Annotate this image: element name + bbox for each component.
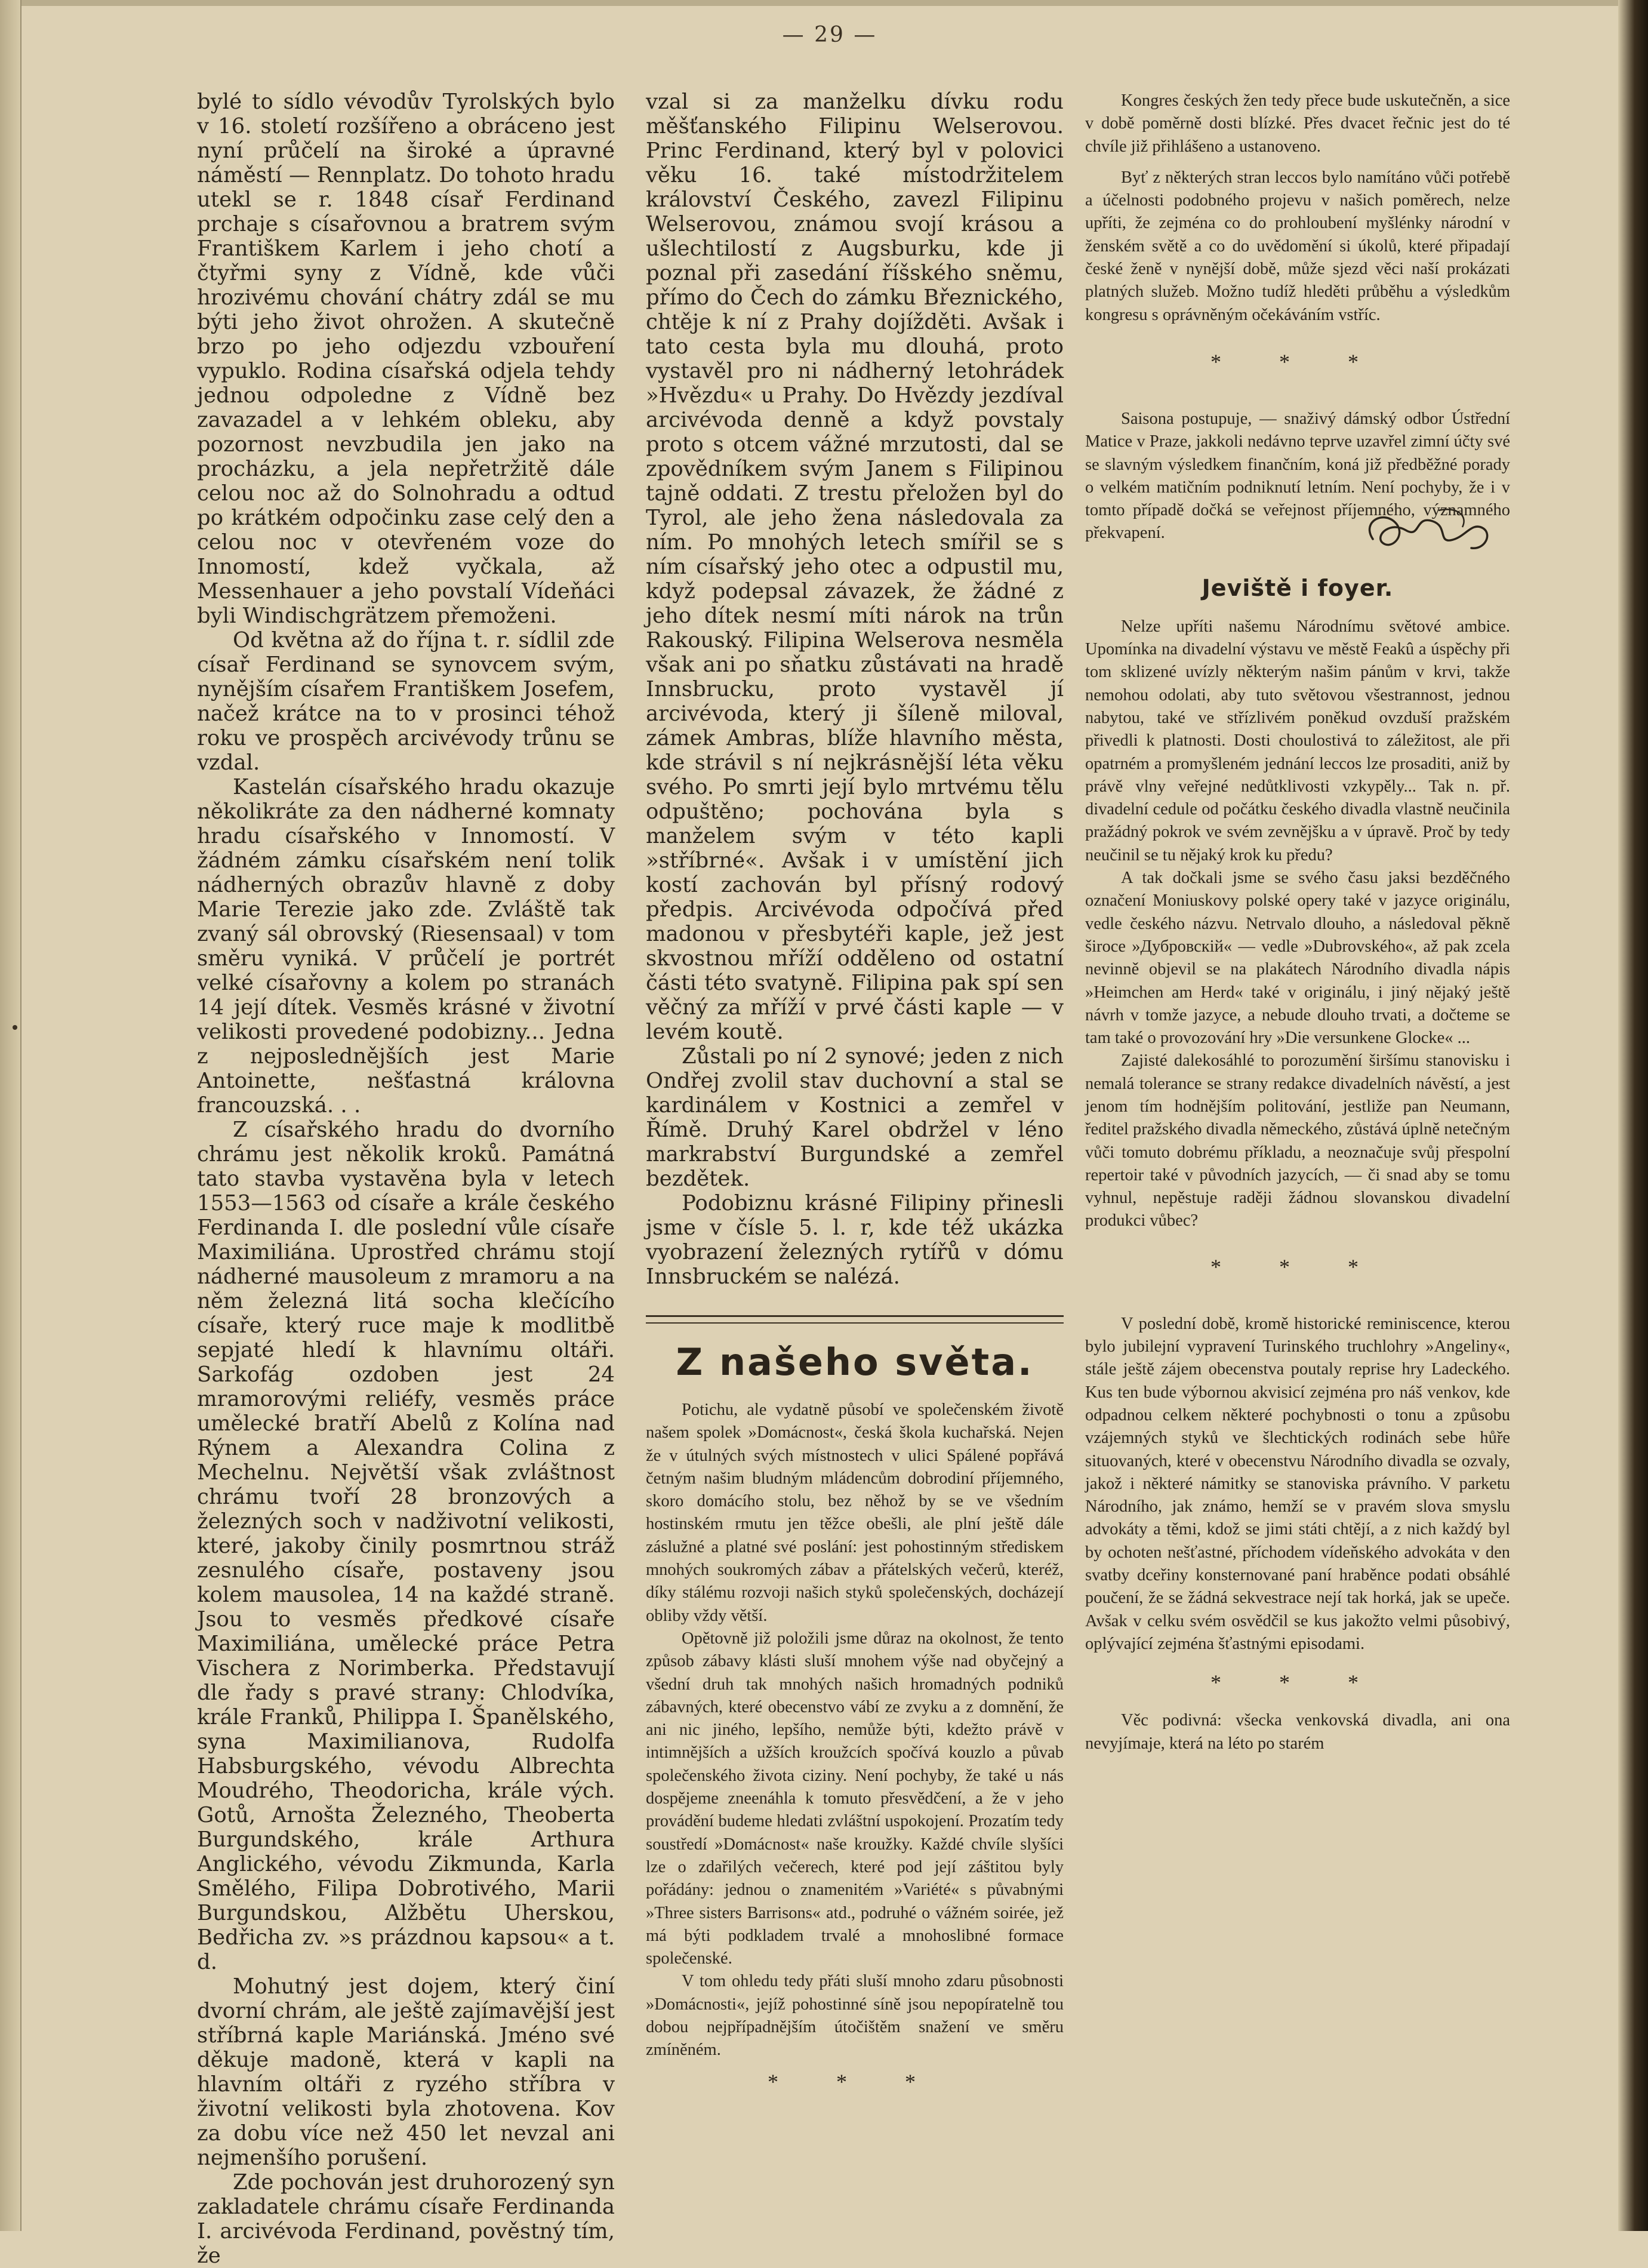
column-3	[1085, 90, 1510, 1755]
column-2	[646, 90, 1064, 2092]
subsection-title: Jeviště i foyer.	[1202, 574, 1394, 601]
col3-paragraph: Nelze upříti našemu Národnímu světové ambice. Upomínka na divadelní výstavu ve městě Feakû a úspěchy při tom sklizené uvízly některým našim pánům v krvi, takže nemohou odolati, aby tuto světovou všestrannost, jednou nabytou, také ve střízlivém poněkud ovzduší pražském přivedli k platnosti. Dosti choulostivá to záležitost, ale při opatrném a promyšleném jednání leccos lze prosaditi, aniž by právě vlny veřejné nedůtklivosti vzkypěly... Tak n. př. divadelní cedule od počátku českého divadla vlastně neučinila pražádný pokrok ve svém zevnějšku a v úpravě. Proč by tedy neučinil se tu nějaký krok ku předu?	[1085, 617, 1510, 864]
col3-paragraph: Saisona postupuje, — snaživý dámský odbor Ústřední Matice v Praze, jakkoli nedávno teprve uzavřel zimní účty své se slavným výsledkem finančním, koná již předběžné porady o velkém matičním podniknutí letním. Není pochyby, že i v tomto případě dočká se veřejnost příjemného, významného překvapení.	[1085, 409, 1510, 543]
col3-paragraph: Zajisté dalekosáhlé to porozumění širšímu stanovisku i nemalá tolerance se strany redakce divadelních návěstí, a jest jenom tím hodnějším politování, jestliže pan Neumann, ředitel pražského divadla německého, zůstává úplně netečným vůči tomuto dobrému příkladu, a neoznačuje svůj přespolní repertoir také v původních jazycích, — či snad aby se tomu vyhnul, nepěstuje raději žádnou slovanskou divadelní produkci vůbec?	[1085, 1051, 1510, 1230]
col3-paragraph: A tak dočkali jsme se svého času jaksi bezděčného označení Moniuskovy polské opery také v jazyce originálu, vedle českého názvu. Netrvalo dlouho, a následoval pěkně široce »Дубровскій« — vedle »Dubrovského«, až pak zcela nevinně objevil se na plakátech Národního divadla nápis »Heimchen am Herd« také v originálu, i jiný nějaký ještě návrh v tomže jazyce, a nebude dlouho trvati, a dočteme se tam také o provozování hry »Die versunkene Glocke« ...	[1085, 869, 1510, 1048]
col3-paragraph: V poslední době, kromě historické reminiscence, kterou bylo jubilejní vypravení Turinského truchlohry »Angeliny«, stále ještě zájem obecenstva poutaly reprise hry Ladeckého. Kus ten bude výbornou akvisicí zejména pro náš venkov, kde odpadnou celkem některé pochybnosti o tonu a způsobu vzájemných styků ve šlechtických rodinách sebe hůře situovaných, které v obecenstvu Národního divadla se ozvaly, jakož i některé námitky se stanoviska právního. V parketu Národního, jak známo, hemží se v pravém slova smyslu advokáty a těmi, kdož se jimi státi chtějí, a z nich každý byl by ochoten nešťastné, příchodem vídeňského advokáta v den svatby dceřiny konsternované paní hraběnce podati obsáhlé poučení, že se žádná sekvestrace nejí tak horká, jak se upeče. Avšak v celku svém osvědčil se kus jakožto velmi působivý, oplývající zejména šťastnými episodami.	[1085, 1314, 1510, 1653]
separator-stars: * * *	[768, 2069, 942, 2094]
col1-paragraph: bylé to sídlo vévodův Tyrolských bylo v 16. století rozšířeno a obráceno jest nyní průčelí na široké a úpravné náměstí — Rennplatz. Do tohoto hradu utekl se r. 1848 císař Ferdinand prchaje s císařovnou a bratrem svým Františkem Karlem i jeho chotí a čtyřmi syny z Vídně, kde vůči hrozivému chování chátry zdál se mu býti jeho život ohrožen. A skutečně brzo po jeho odjezdu vzbouření vypuklo. Rodina císařská odjela tehdy jednou odpoledne z Vídně bez zavazadel a v lehkém obleku, aby pozornost nevzbudila jen jako na procházku, a jela nepřetržitě dále celou noc až do Solnohradu a odtud po krátkém odpočinku zase celý den a celou noc v otevřeném voze do Innomostí, kdež vyčkala, až Messenhauer a jeho povstalí Vídeňáci byli Windischgrätzem přemoženi.	[197, 90, 615, 628]
scan-edge-right	[1618, 0, 1648, 2231]
col1-paragraph: Mohutný jest dojem, který činí dvorní chrám, ale ještě zajímavější jest stříbrná kaple Mariánská. Jméno své děkuje madoně, která v kapli na hlavním oltáři z ryzého stříbra v životní velikosti byla zhotovena. Kov za dobu více než 450 let nevzal ani nejmenšího porušení.	[197, 1974, 615, 2170]
col2-paragraph: Zůstali po ní 2 synové; jeden z nich Ondřej zvolil stav duchovní a stal se kardinálem v Kostnici a zemřel v Římě. Druhý Karel obdržel v léno markrabství Burgundské a zemřel bezdětek.	[646, 1044, 1064, 1191]
col2-paragraph: Podobiznu krásné Filipiny přinesli jsme v čísle 5. l. r, kde též ukázka vyobrazení železných rytířů v dómu Innsbruckém se nalézá.	[646, 1191, 1064, 1289]
signature-flourish-icon	[1349, 497, 1504, 563]
col1-paragraph: Od května až do října t. r. sídlil zde císař Ferdinand se synovcem svým, nynějším císařem Františkem Josefem, načež krátce na to v prosinci téhož roku ve prospěch arcivévody trůnu se vzdal.	[197, 628, 615, 775]
signature-block	[1085, 408, 1510, 545]
col2-paragraph: vzal si za manželku dívku rodu měšťanského Filipinu Welserovou. Princ Ferdinand, který byl v polovici věku 16. také místodržitelem království Českého, zavezl Filipinu Welserovou, známou svojí krásou a ušlechtilostí z Augsburku, kde ji poznal při zasedání říšského sněmu, přímo do Čech do zámku Březnického, chtěje k ní z Prahy dojížděti. Avšak i tato cesta byla mu dlouhá, proto vystavěl pro ni nádherný letohrádek »Hvězdu« u Prahy. Do Hvězdy jezdíval arcivévoda denně a když povstaly proto s otcem vážné mrzutosti, dal se zpovědníkem svým Janem s Filipinou tajně oddati. Z trestu přeložen byl do Tyrol, ale jeho žena následovala za ním. Po mnohých letech smířil se s ním císařský jeho otec a odpustil mu, když podepsal závazek, že žádné z jeho dítek nesmí míti nárok na trůn Rakouský. Filipina Welserova nesměla však ani po sňatku zůstávati na hradě Innsbrucku, proto vystavěl jí arcivévoda, který ji šíleně miloval, zámek Ambras, blíže hlavního města, kde strávil s ní nejkrásnější léta věku svého. Po smrti její bylo mrtvému tělu odpuštěno; pochována byla s manželem svým v této kapli »stříbrné«. Avšak i v umístění jich kostí zachován byl přísný rodový předpis. Arcivévoda odpočívá před madonou v přesbytéři kaple, jež jest skvostnou mříží odděleno od ostatní části této svatyně. Filipina pak spí sen věčný za mříží v prvé části kaple — v levém koutě.	[646, 90, 1064, 1044]
col3-paragraph: Kongres českých žen tedy přece bude uskutečněn, a sice v době poměrně dosti blízké. Přes dvacet řečnic jest do té chvíle již přihlášeno a ustanoveno.	[1085, 91, 1510, 156]
column-1	[197, 90, 615, 2268]
col1-paragraph: Kastelán císařského hradu okazuje několikráte za den nádherné komnaty hradu císařského v Innomostí. V žádném zámku císařském není tolik nádherných obrazův hlavně z doby Marie Terezie jako zde. Zvláště tak zvaný sál obrovský (Riesensaal) v tom směru vyniká. V průčelí je portrét velké císařovny a kolem po stranách 14 její dítek. Vesměs krásné v životní velikosti provedené podobizny... Jedna z nejposlednějších jest Marie Antoinette, nešťastná královna francouzská. . .	[197, 775, 615, 1118]
col3-paragraph: Věc podivná: všecka venkovská divadla, ani ona nevyjímaje, která na léto po starém	[1085, 1711, 1510, 1753]
col1-paragraph: Z císařského hradu do dvorního chrámu jest několik kroků. Památná tato stavba vystavěna byla v letech 1553—1563 od císaře a krále českého Ferdinanda I. dle poslední vůle císaře Maximiliána. Uprostřed chrámu stojí nádherné mausoleum z mramoru a na něm železná litá socha klečícího císaře, který ruce maje k modlitbě sepjaté hledí k hlavnímu oltáři. Sarkofág ozdoben jest 24 mramorovými reliéfy, vesměs práce umělecké bratří Abelů z Kolína nad Rýnem a Alexandra Colina z Mechelnu. Největší však zvláštnost chrámu tvoří 28 bronzových a železných soch v nadživotní velikosti, které, jakoby činily posmrtnou stráž zesnulého císaře, postaveny jsou kolem mausolea, 14 na každé straně. Jsou to vesměs předkové císaře Maximiliána, umělecké práce Petra Vischera z Norimberka. Představují dle řady s pravé strany: Chlodvíka, krále Franků, Philippa I. Španělského, syna Maximilianova, Rudolfa Habsburgského, vévodu Albrechta Moudrého, Theodoricha, krále vých. Gotů, Arnošta Železného, Theoberta Burgundského, krále Arthura Anglického, vévodu Zikmunda, Karla Smělého, Filipa Dobrotivého, Marii Burgundskou, Alžbětu Uherskou, Bedřicha zv. »s prázdnou kapsou« a t. d.	[197, 1118, 615, 1974]
section-paragraph: Potichu, ale vydatně působí ve společenském životě našem spolek »Domácnost«, česká škola kuchařská. Nejen že v útulných svých místnostech v ulici Spálené popřává četným našim bludným mládencům dobrodiní příjemného, skoro domácího stolu, bez něhož by se ve všedním hostinském rmutu jen těžce obešli, ale plní ještě dále záslužné a platné své poslání: jest pohostinným střediskem mnohých soukromých zábav a přátelských večerů, kteréž, díky stálému rozvoji našich styků společenských, docházejí obliby vždy větší.	[646, 1401, 1064, 1625]
page-number: — 29 —	[782, 23, 877, 47]
scan-edge-top	[0, 0, 1648, 6]
section-paragraph: Opětovně již položili jsme důraz na okolnost, že tento způsob zábavy klásti sluší mnohem výše nad obyčejný a všední druh tak mnohých našich hromadných podniků zábavných, které obecenstvo vábí ze zvyku a z domnění, že ani nic jiného, lepšího, nemůže býti, kdežto právě v intimnějších a užších kroužcích spočívá kouzlo a půvab společenského života ciziny. Není pochyby, že také u nás dospějeme zneenáhla k tomuto přesvědčení, a že v jeho provádění budeme hledati zvláštní uspokojení. Prozatím tedy soustředí »Domácnost« naše kroužky. Každé chvíle slyšíci lze o zdařilých večerech, které pod její záštitou byly pořádány: jednou o znamenitém »Variété« s půvabnými »Three sisters Barrisons« atd., podruhé o vážném soirée, jež má býti podkladem trvalé a mnohoslibné formace společenské.	[646, 1629, 1064, 1968]
section-paragraph: V tom ohledu tedy přáti sluší mnoho zdaru působnosti »Domácnosti«, jejíž pohostinné síně jsou nepopíratelně tou dobou nejpřípadnějším útočištěm snažení ve směru zmíněném.	[646, 1972, 1064, 2060]
margin-mark-icon	[10, 1022, 20, 1033]
col1-paragraph: Zde pochován jest druhorozený syn zakladatele chrámu císaře Ferdinanda I. arcivévoda Ferdinand, pověstný tím, že	[197, 2170, 615, 2268]
scan-edge-left	[0, 0, 21, 2231]
separator-stars: * * *	[1210, 1670, 1385, 1695]
section-divider	[646, 1315, 1064, 1324]
col3-paragraph: Byť z některých stran leccos bylo namítáno vůči potřebě a účelnosti podobného projevu v našich poměrech, nelze upříti, že zejména co do prohloubení myšlénky národní v ženském světě a co do uvědomění si úkolů, které připadají české ženě v nynější době, může sjezd věci naší prokázati platných služeb. Možno tudíž hleděti průběhu a výsledkům kongresu s oprávněným očekáváním vstříc.	[1085, 168, 1510, 324]
section-title: Z našeho světa.	[676, 1340, 1034, 1384]
separator-stars: * * *	[1210, 349, 1385, 374]
separator-stars: * * *	[1210, 1254, 1385, 1279]
